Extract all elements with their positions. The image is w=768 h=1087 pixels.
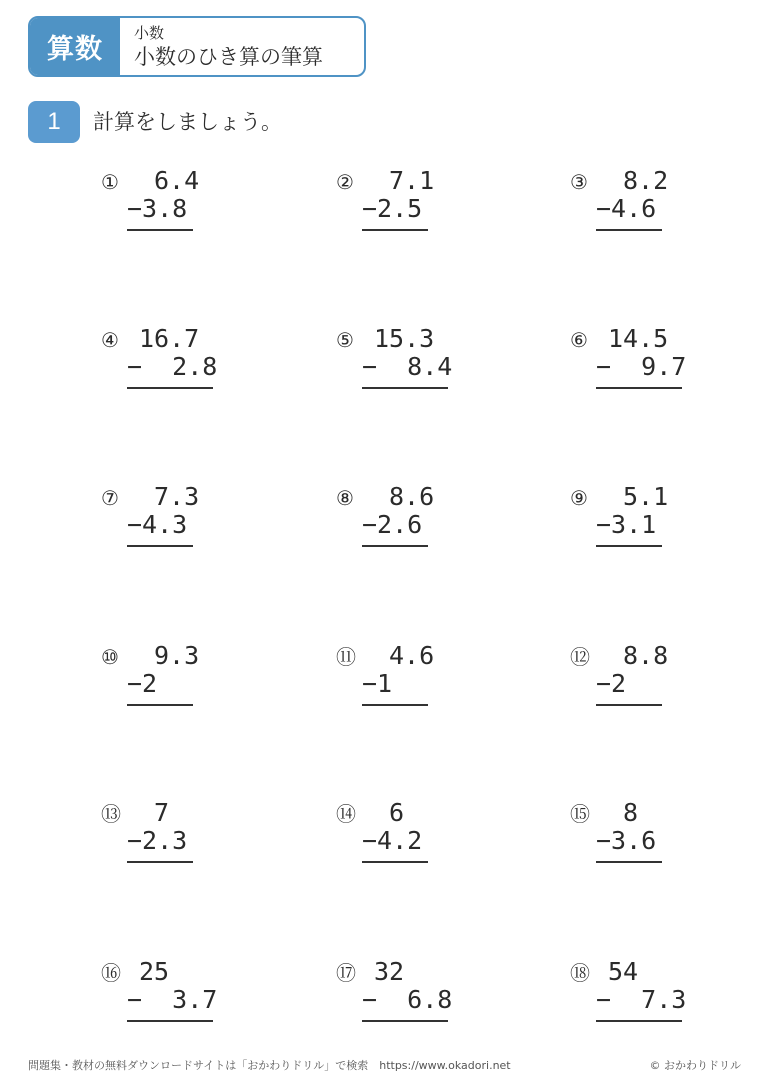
problem-number: ⑱ xyxy=(570,961,590,985)
minuend: 7.3 xyxy=(154,482,200,511)
problem-number: ⑫ xyxy=(570,645,590,669)
subtraction-problem xyxy=(101,641,221,721)
subtrahend: −4.6 xyxy=(596,194,657,223)
subtrahend: −3.6 xyxy=(596,826,657,855)
minuend: 6.4 xyxy=(154,166,200,195)
subtrahend: −2.5 xyxy=(362,194,423,223)
footer-copyright: © おかわりドリル xyxy=(649,1059,741,1072)
problem-number: ⑨ xyxy=(570,486,588,510)
answer-line xyxy=(362,545,428,547)
subtraction-problem xyxy=(570,641,690,721)
subtrahend: −4.3 xyxy=(127,510,188,539)
subtrahend: − 8.4 xyxy=(362,352,453,381)
answer-line xyxy=(362,229,428,231)
problem-number: ① xyxy=(101,170,119,194)
problem-number: ⑮ xyxy=(570,802,590,826)
answer-line xyxy=(596,861,662,863)
problem-number: ⑪ xyxy=(336,645,356,669)
answer-line xyxy=(596,704,662,706)
subtraction-problem xyxy=(101,482,221,562)
subtraction-problem xyxy=(336,957,456,1037)
subtrahend: − 6.8 xyxy=(362,985,453,1014)
subtraction-problem xyxy=(570,957,690,1037)
answer-line xyxy=(127,229,193,231)
problem-number: ⑤ xyxy=(336,328,354,352)
subtraction-problem xyxy=(336,798,456,878)
subtraction-problem xyxy=(336,482,456,562)
subtraction-problem xyxy=(101,166,221,246)
subtrahend: −4.2 xyxy=(362,826,423,855)
subtrahend: − 3.7 xyxy=(127,985,218,1014)
answer-line xyxy=(596,387,682,389)
subtrahend: − 9.7 xyxy=(596,352,687,381)
subtraction-problem xyxy=(570,798,690,878)
minuend: 16.7 xyxy=(139,324,200,353)
answer-line xyxy=(127,545,193,547)
answer-line xyxy=(596,1020,682,1022)
question-number-badge: 1 xyxy=(28,101,80,143)
minuend: 4.6 xyxy=(389,641,435,670)
answer-line xyxy=(362,704,428,706)
subtrahend: −2.3 xyxy=(127,826,188,855)
minuend: 8.8 xyxy=(623,641,669,670)
subtraction-problem xyxy=(570,324,690,404)
worksheet-header xyxy=(28,16,366,77)
header-titles xyxy=(120,18,323,75)
answer-line xyxy=(127,387,213,389)
subtrahend: − 2.8 xyxy=(127,352,218,381)
problem-number: ⑩ xyxy=(101,645,119,669)
answer-line xyxy=(127,1020,213,1022)
problem-number: ⑰ xyxy=(336,961,356,985)
answer-line xyxy=(362,387,448,389)
subtraction-problem xyxy=(101,798,221,878)
answer-line xyxy=(596,545,662,547)
minuend: 6 xyxy=(389,798,405,827)
subject-label: 算数 xyxy=(30,18,120,75)
subtrahend: −1 xyxy=(362,669,393,698)
subtraction-problem xyxy=(101,957,221,1037)
answer-line xyxy=(127,704,193,706)
question-instruction: 計算をしましょう。 xyxy=(93,110,282,134)
problem-number: ⑦ xyxy=(101,486,119,510)
subtraction-problem xyxy=(570,166,690,246)
problem-number: ② xyxy=(336,170,354,194)
subtrahend: −2 xyxy=(127,669,158,698)
subtraction-problem xyxy=(336,324,456,404)
problem-number: ⑭ xyxy=(336,802,356,826)
minuend: 8.6 xyxy=(389,482,435,511)
minuend: 9.3 xyxy=(154,641,200,670)
subtraction-problem xyxy=(336,641,456,721)
minuend: 15.3 xyxy=(374,324,435,353)
answer-line xyxy=(127,861,193,863)
footer-site-note: 問題集・教材の無料ダウンロードサイトは「おかわりドリル」で検索 https://www.okadori.net xyxy=(28,1059,511,1072)
subtrahend: −2.6 xyxy=(362,510,423,539)
problem-number: ⑬ xyxy=(101,802,121,826)
answer-line xyxy=(596,229,662,231)
problem-number: ③ xyxy=(570,170,588,194)
answer-line xyxy=(362,861,428,863)
subtraction-problem xyxy=(336,166,456,246)
problem-number: ⑯ xyxy=(101,961,121,985)
minuend: 54 xyxy=(608,957,639,986)
answer-line xyxy=(362,1020,448,1022)
problem-number: ⑧ xyxy=(336,486,354,510)
minuend: 14.5 xyxy=(608,324,669,353)
subtrahend: −3.1 xyxy=(596,510,657,539)
subtrahend: −3.8 xyxy=(127,194,188,223)
subtraction-problem xyxy=(101,324,221,404)
subtrahend: −2 xyxy=(596,669,627,698)
category-label: 小数 xyxy=(134,23,165,42)
minuend: 7 xyxy=(154,798,170,827)
minuend: 8 xyxy=(623,798,639,827)
problem-number: ④ xyxy=(101,328,119,352)
minuend: 25 xyxy=(139,957,170,986)
minuend: 8.2 xyxy=(623,166,669,195)
minuend: 32 xyxy=(374,957,405,986)
minuend: 5.1 xyxy=(623,482,669,511)
worksheet-title: 小数のひき算の筆算 xyxy=(134,44,323,69)
minuend: 7.1 xyxy=(389,166,435,195)
problem-number: ⑥ xyxy=(570,328,588,352)
subtraction-problem xyxy=(570,482,690,562)
subtrahend: − 7.3 xyxy=(596,985,687,1014)
